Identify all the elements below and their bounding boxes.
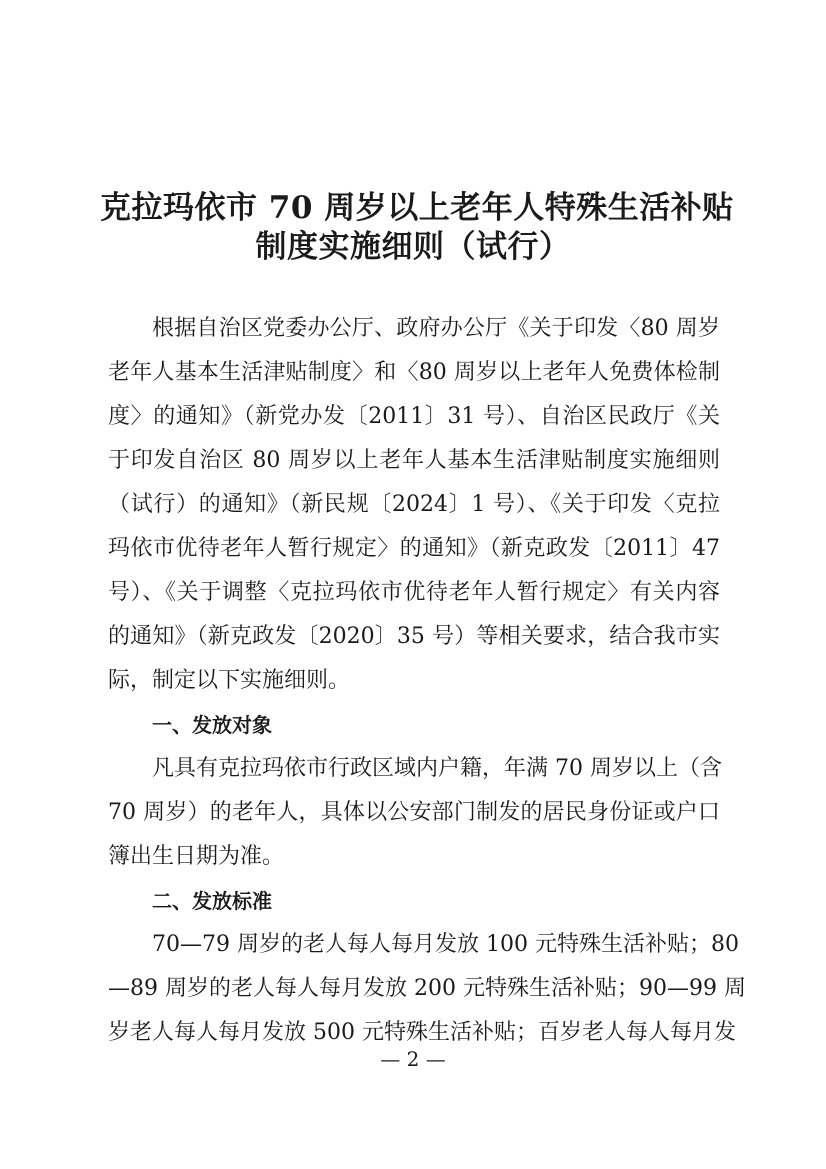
section2-line: 岁老人每人每月发放 500 元特殊生活补贴；百岁老人每人每月发	[108, 1020, 736, 1045]
section1-line: 70 周岁）的老年人，具体以公安部门制发的居民身份证或户口	[108, 800, 720, 825]
section2-line: 70—79 周岁的老人每人每月发放 100 元特殊生活补贴；80	[152, 932, 739, 957]
intro-line: 号）、《关于调整〈克拉玛依市优待老年人暂行规定〉有关内容	[108, 580, 720, 605]
page-number: — 2 —	[380, 1047, 446, 1071]
intro-line: 际，制定以下实施细则。	[108, 668, 351, 693]
intro-line: 的通知》（新克政发〔2020〕35 号）等相关要求，结合我市实	[108, 624, 720, 649]
intro-line: 根据自治区党委办公厅、政府办公厅《关于印发〈80 周岁	[152, 316, 720, 341]
document-title-line-2: 制度实施细则（试行）	[255, 229, 571, 265]
intro-line: 于印发自治区 80 周岁以上老年人基本生活津贴制度实施细则	[108, 448, 720, 473]
intro-line: （试行）的通知》（新民规〔2024〕1 号）、《关于印发〈克拉	[108, 492, 720, 517]
intro-line: 玛依市优待老年人暂行规定〉的通知》（新克政发〔2011〕47	[108, 536, 720, 561]
document-title-line-1: 克拉玛依市 70 周岁以上老年人特殊生活补贴	[100, 190, 734, 226]
section-heading-eligibility: 一、发放对象	[152, 713, 272, 737]
section1-line: 簿出生日期为准。	[108, 844, 285, 869]
intro-line: 老年人基本生活津贴制度〉和〈80 周岁以上老年人免费体检制	[108, 360, 720, 385]
section2-line: —89 周岁的老人每人每月发放 200 元特殊生活补贴；90—99 周	[108, 976, 746, 1001]
intro-line: 度〉的通知》（新党办发〔2011〕31 号）、自治区民政厅《关	[108, 404, 720, 429]
section-heading-standards: 二、发放标准	[152, 889, 272, 913]
section1-line: 凡具有克拉玛依市行政区域内户籍，年满 70 周岁以上（含	[152, 756, 722, 781]
